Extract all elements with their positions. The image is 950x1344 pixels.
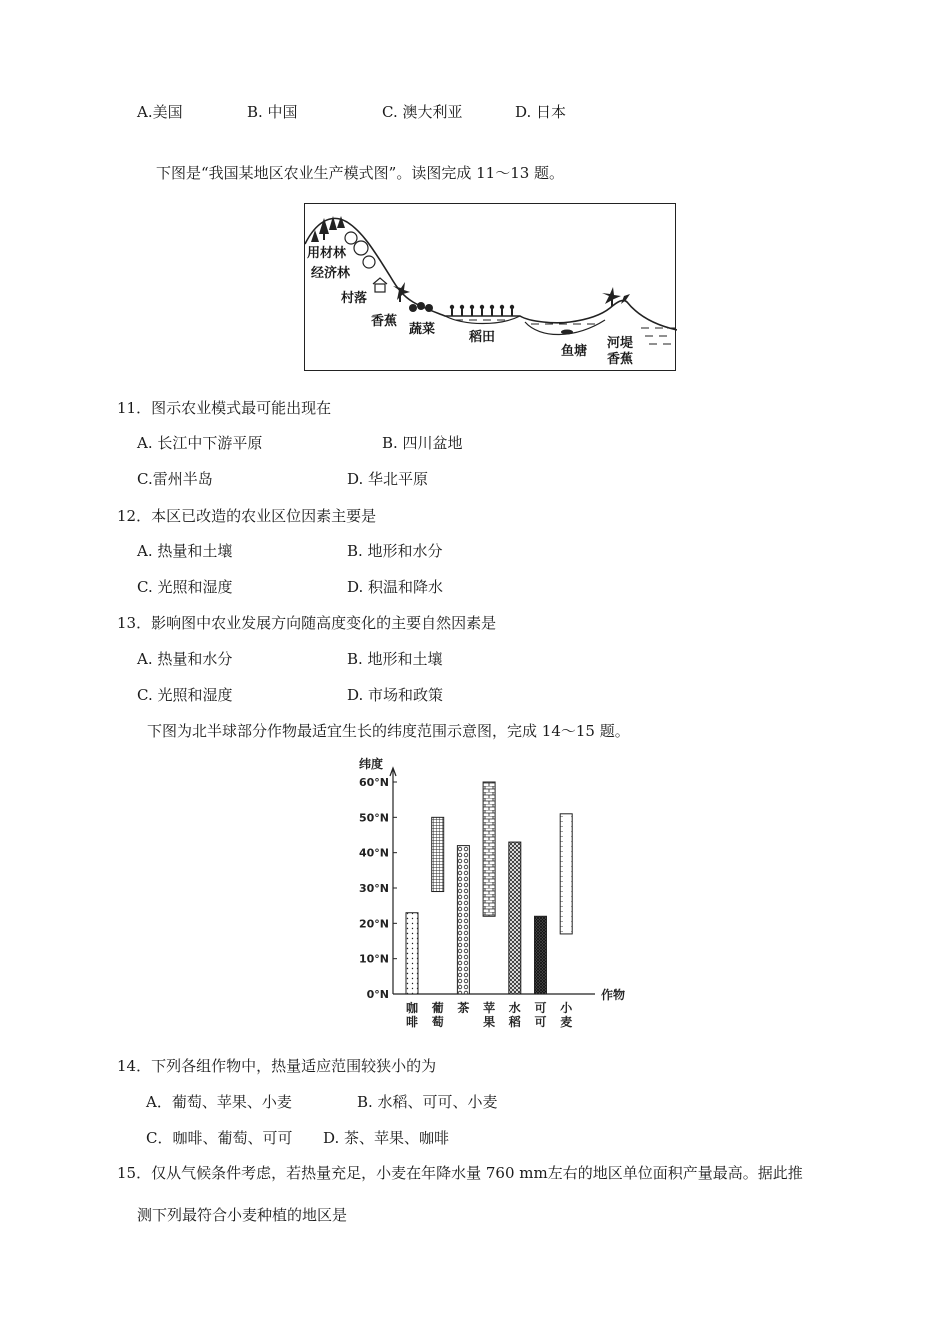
bar-0 xyxy=(406,913,418,994)
y-tick-label: 40°N xyxy=(358,846,389,860)
q11-stem: 11．图示农业模式最可能出现在 xyxy=(117,399,332,417)
intro-11-13: 下图是“我国某地区农业生产模式图”。读图完成 11～13 题。 xyxy=(156,164,565,182)
farm-pattern-diagram xyxy=(304,203,676,371)
intro-14-15: 下图为北半球部分作物最适宜生长的纬度范围示意图，完成 14～15 题。 xyxy=(147,722,630,740)
category-label: 稻 xyxy=(508,1015,521,1029)
q10-option-c: C. 澳大利亚 xyxy=(382,103,463,121)
q12-option-b: B. 地形和水分 xyxy=(347,542,443,560)
q11-option-a: A. 长江中下游平原 xyxy=(137,434,263,452)
label-banana-levee: 香蕉 xyxy=(607,352,634,367)
label-timber-forest: 用材林 xyxy=(307,246,347,261)
crop-latitude-chart xyxy=(355,756,645,1036)
q12-option-d: D. 积温和降水 xyxy=(347,578,444,596)
q10-option-b: B. 中国 xyxy=(247,103,298,121)
q14-option-c: C．咖啡、葡萄、可可 xyxy=(146,1129,293,1147)
bar-4 xyxy=(509,842,521,994)
bar-3 xyxy=(483,782,495,916)
y-tick-label: 10°N xyxy=(358,952,389,966)
label-vegetables: 蔬菜 xyxy=(409,322,436,337)
label-banana-slope: 香蕉 xyxy=(371,314,398,329)
q15-stem-line1: 15．仅从气候条件考虑，若热量充足，小麦在年降水量 760 mm左右的地区单位面积产量最高。据此推 xyxy=(117,1164,803,1182)
q12-option-a: A. 热量和土壤 xyxy=(137,542,233,560)
label-river-levee: 河堤 xyxy=(607,336,634,351)
category-label: 啡 xyxy=(405,1015,419,1029)
q10-option-d: D. 日本 xyxy=(515,103,567,121)
q11-option-c: C.雷州半岛 xyxy=(137,470,213,488)
q13-option-c: C. 光照和湿度 xyxy=(137,686,233,704)
label-paddy-field: 稻田 xyxy=(469,330,496,345)
q14-option-b: B. 水稻、可可、小麦 xyxy=(357,1093,498,1111)
category-label: 茶 xyxy=(457,1001,470,1015)
q14-stem: 14．下列各组作物中，热量适应范围较狭小的为 xyxy=(117,1057,437,1075)
category-label: 可 xyxy=(534,1015,547,1029)
category-label: 麦 xyxy=(560,1015,573,1029)
bar-2 xyxy=(457,846,469,994)
bar-5 xyxy=(535,916,547,994)
q14-option-a: A．葡萄、苹果、小麦 xyxy=(146,1093,292,1111)
q14-option-d: D. 茶、苹果、咖啡 xyxy=(323,1129,450,1147)
y-tick-label: 50°N xyxy=(358,811,389,825)
label-village: 村落 xyxy=(341,291,368,306)
bar-1 xyxy=(432,817,444,891)
q12-stem: 12．本区已改造的农业区位因素主要是 xyxy=(117,507,377,525)
y-tick-label: 0°N xyxy=(366,988,389,1001)
label-fish-pond: 鱼塘 xyxy=(561,344,588,359)
y-axis-label: 纬度 xyxy=(359,757,384,771)
category-label: 萄 xyxy=(431,1015,444,1029)
q12-option-c: C. 光照和湿度 xyxy=(137,578,233,596)
category-label: 小 xyxy=(560,1001,573,1015)
category-label: 水 xyxy=(508,1001,521,1015)
y-tick-label: 60°N xyxy=(358,776,389,789)
category-label: 果 xyxy=(483,1015,496,1029)
q13-option-b: B. 地形和土壤 xyxy=(347,650,443,668)
q15-stem-line2: 测下列最符合小麦种植的地区是 xyxy=(137,1206,348,1224)
q10-option-a: A.美国 xyxy=(137,103,183,121)
q13-option-a: A. 热量和水分 xyxy=(137,650,233,668)
bar-6 xyxy=(560,814,572,934)
label-economic-forest: 经济林 xyxy=(311,266,351,281)
category-label: 苹 xyxy=(483,1001,496,1015)
x-axis-label: 作物 xyxy=(601,988,626,1002)
q13-stem: 13．影响图中农业发展方向随高度变化的主要自然因素是 xyxy=(117,614,497,632)
crop-latitude-chart-svg xyxy=(355,756,645,1036)
q13-option-d: D. 市场和政策 xyxy=(347,686,444,704)
y-tick-label: 20°N xyxy=(358,917,389,931)
category-label: 葡 xyxy=(431,1001,444,1015)
y-tick-label: 30°N xyxy=(358,882,389,895)
q11-option-b: B. 四川盆地 xyxy=(382,434,463,452)
category-label: 可 xyxy=(534,1001,547,1015)
category-label: 咖 xyxy=(405,1001,419,1015)
q11-option-d: D. 华北平原 xyxy=(347,470,429,488)
